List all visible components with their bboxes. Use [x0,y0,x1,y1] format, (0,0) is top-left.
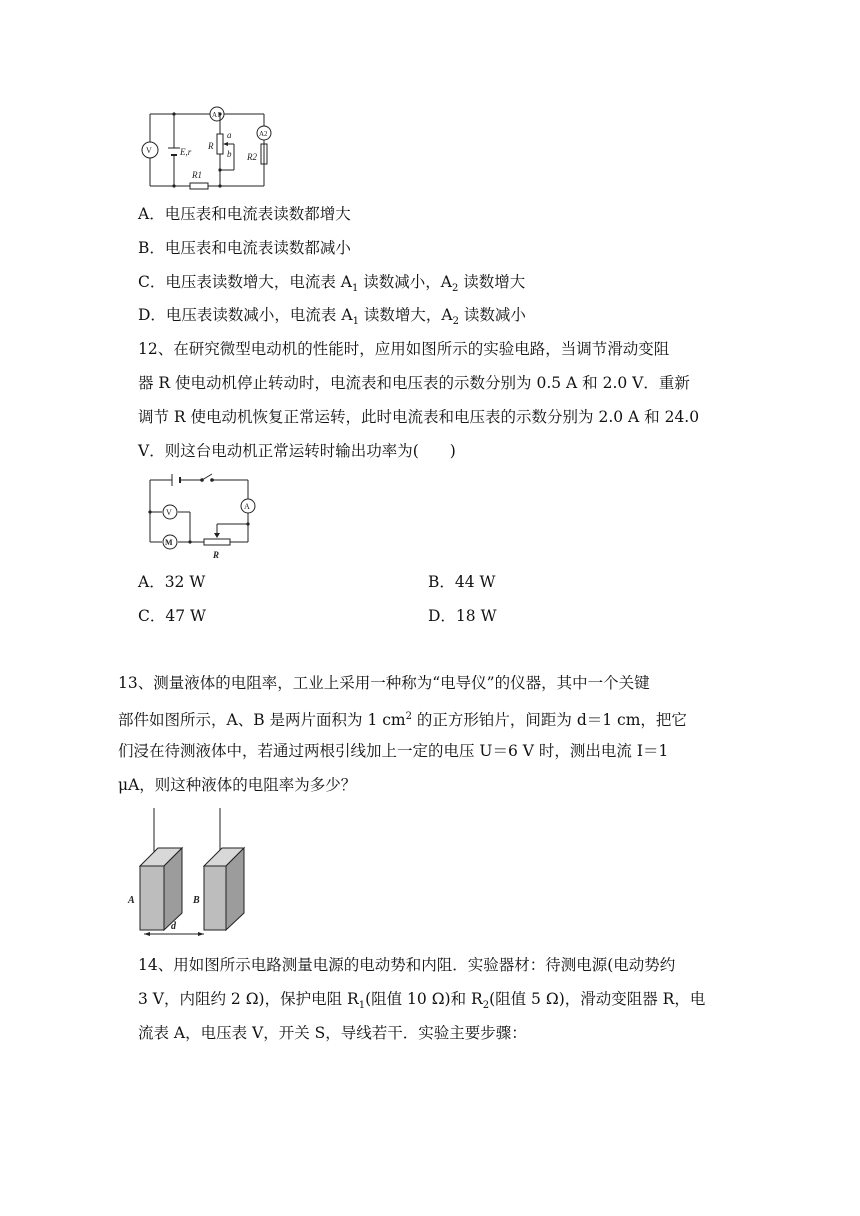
q12-a-label: A [244,502,250,511]
q11-a-label: a [227,130,232,140]
q13-label-d: d [171,921,176,932]
q12-line-1: 12、在研究微型电动机的性能时，应用如图所示的实验电路，当调节滑动变阻 [138,340,670,358]
q12-m-label: M [165,538,173,547]
q11-a1-label: A1 [212,111,221,119]
q14-line-2-sub2: 2 [482,1000,490,1012]
q13-line-1: 13、测量液体的电阻率，工业上采用一种称为“电导仪”的仪器，其中一个关键 [118,674,650,692]
q13-line-2-prefix: 部件如图所示，A、B 是两片面积为 1 cm [118,711,406,730]
q11-a2-label: A2 [259,130,268,138]
q11-option-a: A．电压表和电流表读数都增大 [138,205,351,223]
q11-option-d-sub2: 2 [452,316,459,328]
q11-circuit-diagram [140,100,280,192]
q12-v-label: V [166,508,172,517]
q11-r2-label: R2 [247,152,257,162]
q13-label-a: A [128,895,135,906]
q11-option-b: B．电压表和电流表读数都减小 [138,239,351,257]
q14-line-2-sub1: 1 [358,1000,366,1012]
q12-circuit-diagram [142,470,264,562]
q14-line-2-mid: (阻值 10 Ω)和 R [365,990,483,1008]
q11-option-d-text: D．电压表读数减小，电流表 A [138,306,353,324]
q11-option-d-suffix: 读数减小 [458,306,526,324]
q11-option-d-sub1: 1 [352,316,359,328]
q11-option-c-sub2: 2 [451,283,459,295]
q14-line-3: 流表 A，电压表 V，开关 S，导线若干．实验主要步骤： [138,1024,527,1042]
q13-line-2-suffix: 的正方形铂片，间距为 d＝1 cm，把它 [411,711,687,730]
q11-option-c-text: C．电压表读数增大，电流表 A [138,273,352,291]
q14-line-2-suffix: (阻值 5 Ω)，滑动变阻器 R，电 [489,990,706,1008]
q11-option-d-mid: 读数增大，A [358,306,453,324]
q13-plates-figure [120,808,250,938]
q12-option-d: D．18 W [428,607,497,625]
q12-option-b: B．44 W [428,573,496,591]
q11-option-d [138,303,526,334]
q11-option-c-mid: 读数减小，A [358,273,452,291]
q11-option-c-suffix: 读数增大 [458,273,526,291]
q13-label-b: B [193,895,200,906]
q11-option-c [138,270,525,301]
q13-line-3: 们浸在待测液体中，若通过两根引线加上一定的电压 U＝6 V 时，测出电流 I＝1 [118,742,669,760]
q12-line-4: V．则这台电动机正常运转时输出功率为( ) [138,442,456,460]
q12-line-3: 调节 R 使电动机恢复正常运转，此时电流表和电压表的示数分别为 2.0 A 和 24.0 [138,408,700,426]
q13-line-4: μA，则这种液体的电阻率为多少？ [118,776,357,794]
q11-r-label: R [208,141,214,151]
q14-line-2 [138,987,705,1018]
q12-option-a: A．32 W [138,573,206,591]
q11-b-label: b [227,149,232,159]
q11-v-label: V [146,146,152,155]
q13-line-2 [118,705,687,732]
q11-emf-label: E,r [180,147,192,157]
q11-option-c-sub1: 1 [351,283,359,295]
q12-line-2: 器 R 使电动机停止转动时，电流表和电压表的示数分别为 0.5 A 和 2.0 V．重新 [138,374,690,392]
q14-line-2-prefix: 3 V，内阻约 2 Ω)，保护电阻 R [138,990,359,1008]
q14-line-1: 14、用如图所示电路测量电源的电动势和内阻．实验器材：待测电源(电动势约 [138,956,676,974]
q11-r1-label: R1 [192,170,202,180]
q13-line-2-sup: 2 [405,711,412,722]
q12-option-c: C．47 W [138,607,206,625]
q12-r-label: R [213,550,220,560]
